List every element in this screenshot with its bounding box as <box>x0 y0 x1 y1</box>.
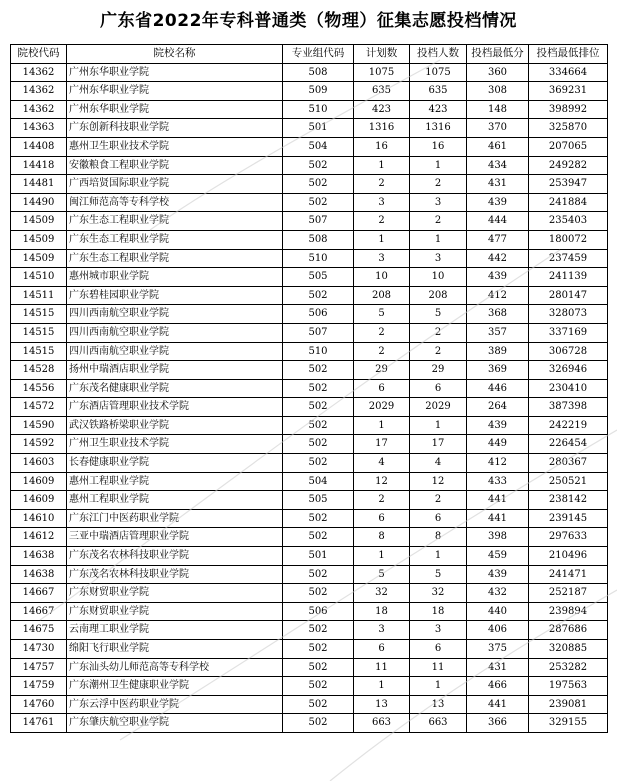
table-body <box>11 63 608 732</box>
table-row <box>11 230 608 249</box>
cell-group-code: 502 <box>283 379 354 398</box>
cell-admitted-count: 8 <box>410 528 467 547</box>
cell-admitted-count: 1 <box>410 230 467 249</box>
cell-school-name: 广东生态工程职业学院 <box>67 212 283 231</box>
cell-admitted-count: 423 <box>410 100 467 119</box>
cell-school-name: 广东生态工程职业学院 <box>67 230 283 249</box>
cell-admitted-count: 3 <box>410 249 467 268</box>
cell-school-code: 14528 <box>11 361 67 380</box>
cell-school-name: 三亚中瑞酒店管理职业学院 <box>67 528 283 547</box>
cell-admitted-count: 208 <box>410 286 467 305</box>
cell-school-code: 14638 <box>11 565 67 584</box>
cell-group-code: 502 <box>283 658 354 677</box>
table-row <box>11 305 608 324</box>
table-row <box>11 268 608 287</box>
cell-group-code: 502 <box>283 454 354 473</box>
cell-plan-count: 5 <box>354 565 410 584</box>
table-row <box>11 547 608 566</box>
cell-school-name: 惠州工程职业学院 <box>67 472 283 491</box>
header-min-rank: 投档最低排位 <box>529 45 608 64</box>
cell-min-score: 459 <box>467 547 529 566</box>
cell-admitted-count: 13 <box>410 695 467 714</box>
cell-min-rank: 242219 <box>529 416 608 435</box>
table-row <box>11 416 608 435</box>
cell-school-code: 14510 <box>11 268 67 287</box>
cell-group-code: 502 <box>283 398 354 417</box>
cell-plan-count: 6 <box>354 509 410 528</box>
cell-school-code: 14362 <box>11 100 67 119</box>
cell-plan-count: 11 <box>354 658 410 677</box>
cell-admitted-count: 2 <box>410 323 467 342</box>
cell-min-score: 446 <box>467 379 529 398</box>
cell-school-code: 14556 <box>11 379 67 398</box>
cell-min-rank: 241884 <box>529 193 608 212</box>
cell-plan-count: 663 <box>354 714 410 733</box>
cell-group-code: 502 <box>283 509 354 528</box>
cell-group-code: 502 <box>283 175 354 194</box>
cell-min-rank: 249282 <box>529 156 608 175</box>
cell-group-code: 502 <box>283 584 354 603</box>
table-row <box>11 658 608 677</box>
cell-min-score: 148 <box>467 100 529 119</box>
cell-school-code: 14592 <box>11 435 67 454</box>
table-row <box>11 379 608 398</box>
cell-plan-count: 6 <box>354 640 410 659</box>
cell-plan-count: 8 <box>354 528 410 547</box>
header-group-code: 专业组代码 <box>283 45 354 64</box>
cell-group-code: 502 <box>283 361 354 380</box>
cell-plan-count: 1 <box>354 230 410 249</box>
cell-min-rank: 337169 <box>529 323 608 342</box>
cell-school-name: 广州东华职业学院 <box>67 63 283 82</box>
cell-plan-count: 1 <box>354 547 410 566</box>
cell-min-rank: 320885 <box>529 640 608 659</box>
cell-school-code: 14730 <box>11 640 67 659</box>
cell-school-name: 广东酒店管理职业技术学院 <box>67 398 283 417</box>
cell-school-code: 14509 <box>11 212 67 231</box>
cell-school-code: 14509 <box>11 230 67 249</box>
table-row <box>11 156 608 175</box>
cell-min-score: 431 <box>467 175 529 194</box>
cell-admitted-count: 2 <box>410 212 467 231</box>
cell-min-rank: 253947 <box>529 175 608 194</box>
cell-min-rank: 239894 <box>529 602 608 621</box>
table-header-row <box>11 45 608 64</box>
cell-school-name: 绵阳飞行职业学院 <box>67 640 283 659</box>
cell-min-score: 369 <box>467 361 529 380</box>
cell-school-code: 14490 <box>11 193 67 212</box>
cell-group-code: 510 <box>283 100 354 119</box>
cell-min-rank: 237459 <box>529 249 608 268</box>
header-school-name: 院校名称 <box>67 45 283 64</box>
table-row <box>11 695 608 714</box>
cell-school-code: 14675 <box>11 621 67 640</box>
cell-school-name: 广西培贤国际职业学院 <box>67 175 283 194</box>
cell-group-code: 506 <box>283 602 354 621</box>
cell-plan-count: 12 <box>354 472 410 491</box>
cell-admitted-count: 3 <box>410 193 467 212</box>
cell-plan-count: 32 <box>354 584 410 603</box>
cell-group-code: 508 <box>283 230 354 249</box>
cell-min-score: 449 <box>467 435 529 454</box>
table-row <box>11 435 608 454</box>
cell-min-score: 441 <box>467 509 529 528</box>
table-row <box>11 398 608 417</box>
cell-min-score: 375 <box>467 640 529 659</box>
cell-plan-count: 2029 <box>354 398 410 417</box>
table-row <box>11 323 608 342</box>
cell-admitted-count: 6 <box>410 379 467 398</box>
cell-admitted-count: 1 <box>410 156 467 175</box>
cell-group-code: 502 <box>283 193 354 212</box>
cell-admitted-count: 5 <box>410 305 467 324</box>
cell-min-rank: 297633 <box>529 528 608 547</box>
cell-min-score: 440 <box>467 602 529 621</box>
cell-school-name: 广州东华职业学院 <box>67 82 283 101</box>
header-school-code: 院校代码 <box>11 45 67 64</box>
cell-admitted-count: 1 <box>410 416 467 435</box>
table-row <box>11 621 608 640</box>
cell-min-score: 439 <box>467 268 529 287</box>
cell-school-name: 广东创新科技职业学院 <box>67 119 283 138</box>
cell-school-name: 广东肇庆航空职业学院 <box>67 714 283 733</box>
header-admitted-count: 投档人数 <box>410 45 467 64</box>
cell-admitted-count: 635 <box>410 82 467 101</box>
header-plan-count: 计划数 <box>354 45 410 64</box>
table-row <box>11 677 608 696</box>
cell-admitted-count: 2 <box>410 342 467 361</box>
cell-plan-count: 17 <box>354 435 410 454</box>
cell-min-score: 360 <box>467 63 529 82</box>
cell-group-code: 502 <box>283 528 354 547</box>
cell-min-score: 412 <box>467 286 529 305</box>
cell-min-rank: 306728 <box>529 342 608 361</box>
cell-admitted-count: 2 <box>410 491 467 510</box>
cell-school-name: 长春健康职业学院 <box>67 454 283 473</box>
cell-admitted-count: 1316 <box>410 119 467 138</box>
cell-group-code: 502 <box>283 695 354 714</box>
cell-admitted-count: 3 <box>410 621 467 640</box>
cell-school-code: 14638 <box>11 547 67 566</box>
cell-school-name: 广东生态工程职业学院 <box>67 249 283 268</box>
cell-admitted-count: 32 <box>410 584 467 603</box>
cell-school-name: 广东云浮中医药职业学院 <box>67 695 283 714</box>
cell-admitted-count: 1075 <box>410 63 467 82</box>
cell-group-code: 502 <box>283 416 354 435</box>
table-row <box>11 212 608 231</box>
cell-min-rank: 387398 <box>529 398 608 417</box>
cell-group-code: 505 <box>283 491 354 510</box>
cell-min-score: 477 <box>467 230 529 249</box>
cell-admitted-count: 17 <box>410 435 467 454</box>
cell-group-code: 502 <box>283 677 354 696</box>
cell-min-rank: 287686 <box>529 621 608 640</box>
cell-min-score: 439 <box>467 565 529 584</box>
cell-school-code: 14609 <box>11 472 67 491</box>
cell-school-name: 广东汕头幼儿师范高等专科学校 <box>67 658 283 677</box>
cell-plan-count: 1 <box>354 416 410 435</box>
cell-min-score: 439 <box>467 193 529 212</box>
page-title: 广东省2022年专科普通类（物理）征集志愿投档情况 <box>100 11 517 31</box>
cell-min-rank: 325870 <box>529 119 608 138</box>
cell-plan-count: 4 <box>354 454 410 473</box>
cell-min-score: 433 <box>467 472 529 491</box>
cell-school-code: 14511 <box>11 286 67 305</box>
cell-plan-count: 3 <box>354 193 410 212</box>
cell-school-name: 广州东华职业学院 <box>67 100 283 119</box>
cell-plan-count: 10 <box>354 268 410 287</box>
cell-admitted-count: 663 <box>410 714 467 733</box>
cell-school-code: 14509 <box>11 249 67 268</box>
cell-min-rank: 239081 <box>529 695 608 714</box>
cell-min-score: 434 <box>467 156 529 175</box>
cell-admitted-count: 12 <box>410 472 467 491</box>
cell-plan-count: 1316 <box>354 119 410 138</box>
table-row <box>11 491 608 510</box>
cell-plan-count: 208 <box>354 286 410 305</box>
cell-school-name: 惠州工程职业学院 <box>67 491 283 510</box>
cell-group-code: 506 <box>283 305 354 324</box>
cell-school-code: 14363 <box>11 119 67 138</box>
cell-admitted-count: 4 <box>410 454 467 473</box>
cell-min-rank: 207065 <box>529 137 608 156</box>
table-row <box>11 602 608 621</box>
cell-min-score: 357 <box>467 323 529 342</box>
cell-plan-count: 1 <box>354 156 410 175</box>
cell-school-name: 广东茂名农林科技职业学院 <box>67 565 283 584</box>
cell-plan-count: 2 <box>354 491 410 510</box>
cell-school-code: 14515 <box>11 305 67 324</box>
cell-min-score: 444 <box>467 212 529 231</box>
cell-plan-count: 2 <box>354 323 410 342</box>
cell-school-code: 14481 <box>11 175 67 194</box>
cell-plan-count: 2 <box>354 175 410 194</box>
cell-school-name: 四川西南航空职业学院 <box>67 305 283 324</box>
table-row <box>11 714 608 733</box>
cell-school-code: 14667 <box>11 602 67 621</box>
cell-min-score: 466 <box>467 677 529 696</box>
admission-table <box>10 44 608 733</box>
table-row <box>11 175 608 194</box>
cell-min-rank: 328073 <box>529 305 608 324</box>
table-row <box>11 249 608 268</box>
cell-plan-count: 1 <box>354 677 410 696</box>
header-min-score: 投档最低分 <box>467 45 529 64</box>
cell-plan-count: 2 <box>354 212 410 231</box>
cell-school-name: 广东江门中医药职业学院 <box>67 509 283 528</box>
cell-min-score: 308 <box>467 82 529 101</box>
cell-group-code: 504 <box>283 472 354 491</box>
table-row <box>11 137 608 156</box>
cell-min-rank: 326946 <box>529 361 608 380</box>
cell-admitted-count: 16 <box>410 137 467 156</box>
cell-school-name: 云南理工职业学院 <box>67 621 283 640</box>
cell-min-score: 432 <box>467 584 529 603</box>
cell-admitted-count: 2029 <box>410 398 467 417</box>
table-row <box>11 528 608 547</box>
cell-min-rank: 241139 <box>529 268 608 287</box>
table-row <box>11 361 608 380</box>
cell-plan-count: 3 <box>354 621 410 640</box>
cell-min-score: 441 <box>467 695 529 714</box>
cell-school-name: 安徽粮食工程职业学院 <box>67 156 283 175</box>
cell-group-code: 501 <box>283 119 354 138</box>
cell-school-name: 惠州城市职业学院 <box>67 268 283 287</box>
cell-school-name: 广东潮州卫生健康职业学院 <box>67 677 283 696</box>
table-row <box>11 509 608 528</box>
table-row <box>11 286 608 305</box>
cell-min-rank: 230410 <box>529 379 608 398</box>
cell-school-name: 广东财贸职业学院 <box>67 602 283 621</box>
cell-min-rank: 329155 <box>529 714 608 733</box>
cell-school-code: 14362 <box>11 63 67 82</box>
cell-group-code: 505 <box>283 268 354 287</box>
table-row <box>11 342 608 361</box>
cell-group-code: 509 <box>283 82 354 101</box>
cell-min-rank: 252187 <box>529 584 608 603</box>
table-row <box>11 584 608 603</box>
cell-plan-count: 18 <box>354 602 410 621</box>
cell-min-score: 442 <box>467 249 529 268</box>
cell-admitted-count: 5 <box>410 565 467 584</box>
cell-min-score: 264 <box>467 398 529 417</box>
cell-min-rank: 241471 <box>529 565 608 584</box>
cell-school-code: 14515 <box>11 323 67 342</box>
cell-school-code: 14610 <box>11 509 67 528</box>
cell-plan-count: 1075 <box>354 63 410 82</box>
cell-min-score: 431 <box>467 658 529 677</box>
table-row <box>11 472 608 491</box>
cell-school-code: 14590 <box>11 416 67 435</box>
cell-group-code: 502 <box>283 621 354 640</box>
cell-group-code: 507 <box>283 212 354 231</box>
cell-plan-count: 635 <box>354 82 410 101</box>
cell-school-code: 14759 <box>11 677 67 696</box>
cell-group-code: 510 <box>283 342 354 361</box>
cell-admitted-count: 10 <box>410 268 467 287</box>
cell-plan-count: 16 <box>354 137 410 156</box>
table-row <box>11 119 608 138</box>
table-row <box>11 640 608 659</box>
cell-plan-count: 6 <box>354 379 410 398</box>
cell-min-score: 398 <box>467 528 529 547</box>
cell-min-score: 461 <box>467 137 529 156</box>
cell-group-code: 507 <box>283 323 354 342</box>
cell-admitted-count: 18 <box>410 602 467 621</box>
table-row <box>11 63 608 82</box>
cell-school-name: 惠州卫生职业技术学院 <box>67 137 283 156</box>
table-row <box>11 193 608 212</box>
cell-group-code: 502 <box>283 435 354 454</box>
cell-school-name: 闽江师范高等专科学校 <box>67 193 283 212</box>
cell-min-rank: 280147 <box>529 286 608 305</box>
cell-min-score: 412 <box>467 454 529 473</box>
cell-min-rank: 197563 <box>529 677 608 696</box>
cell-min-rank: 238142 <box>529 491 608 510</box>
cell-school-code: 14572 <box>11 398 67 417</box>
cell-group-code: 501 <box>283 547 354 566</box>
cell-school-name: 四川西南航空职业学院 <box>67 342 283 361</box>
cell-admitted-count: 1 <box>410 677 467 696</box>
cell-min-rank: 235403 <box>529 212 608 231</box>
cell-group-code: 502 <box>283 565 354 584</box>
cell-admitted-count: 1 <box>410 547 467 566</box>
cell-school-code: 14603 <box>11 454 67 473</box>
cell-school-code: 14609 <box>11 491 67 510</box>
cell-min-rank: 334664 <box>529 63 608 82</box>
cell-school-name: 广东茂名农林科技职业学院 <box>67 547 283 566</box>
cell-group-code: 502 <box>283 286 354 305</box>
table-row <box>11 82 608 101</box>
cell-group-code: 508 <box>283 63 354 82</box>
cell-min-score: 406 <box>467 621 529 640</box>
cell-min-score: 439 <box>467 416 529 435</box>
cell-school-code: 14408 <box>11 137 67 156</box>
table-row <box>11 454 608 473</box>
cell-school-code: 14612 <box>11 528 67 547</box>
cell-school-code: 14418 <box>11 156 67 175</box>
cell-group-code: 510 <box>283 249 354 268</box>
cell-min-rank: 239145 <box>529 509 608 528</box>
cell-plan-count: 29 <box>354 361 410 380</box>
cell-plan-count: 3 <box>354 249 410 268</box>
cell-school-code: 14757 <box>11 658 67 677</box>
cell-min-score: 441 <box>467 491 529 510</box>
cell-school-code: 14515 <box>11 342 67 361</box>
cell-min-score: 370 <box>467 119 529 138</box>
cell-group-code: 502 <box>283 640 354 659</box>
cell-school-code: 14760 <box>11 695 67 714</box>
cell-min-score: 366 <box>467 714 529 733</box>
cell-school-name: 四川西南航空职业学院 <box>67 323 283 342</box>
cell-admitted-count: 2 <box>410 175 467 194</box>
cell-min-rank: 250521 <box>529 472 608 491</box>
cell-min-rank: 226454 <box>529 435 608 454</box>
cell-min-rank: 398992 <box>529 100 608 119</box>
cell-min-rank: 210496 <box>529 547 608 566</box>
cell-school-name: 扬州中瑞酒店职业学院 <box>67 361 283 380</box>
cell-plan-count: 2 <box>354 342 410 361</box>
cell-school-name: 广东碧桂园职业学院 <box>67 286 283 305</box>
cell-plan-count: 5 <box>354 305 410 324</box>
table-row <box>11 100 608 119</box>
cell-school-name: 广州卫生职业技术学院 <box>67 435 283 454</box>
table-row <box>11 565 608 584</box>
cell-min-rank: 369231 <box>529 82 608 101</box>
cell-min-score: 389 <box>467 342 529 361</box>
cell-admitted-count: 6 <box>410 509 467 528</box>
cell-school-name: 武汉铁路桥梁职业学院 <box>67 416 283 435</box>
cell-min-rank: 253282 <box>529 658 608 677</box>
cell-min-rank: 180072 <box>529 230 608 249</box>
cell-group-code: 502 <box>283 714 354 733</box>
cell-admitted-count: 29 <box>410 361 467 380</box>
cell-school-name: 广东财贸职业学院 <box>67 584 283 603</box>
cell-admitted-count: 11 <box>410 658 467 677</box>
cell-group-code: 504 <box>283 137 354 156</box>
cell-plan-count: 13 <box>354 695 410 714</box>
cell-school-name: 广东茂名健康职业学院 <box>67 379 283 398</box>
cell-group-code: 502 <box>283 156 354 175</box>
cell-min-rank: 280367 <box>529 454 608 473</box>
cell-min-score: 368 <box>467 305 529 324</box>
cell-admitted-count: 6 <box>410 640 467 659</box>
cell-school-code: 14667 <box>11 584 67 603</box>
cell-school-code: 14761 <box>11 714 67 733</box>
cell-plan-count: 423 <box>354 100 410 119</box>
cell-school-code: 14362 <box>11 82 67 101</box>
